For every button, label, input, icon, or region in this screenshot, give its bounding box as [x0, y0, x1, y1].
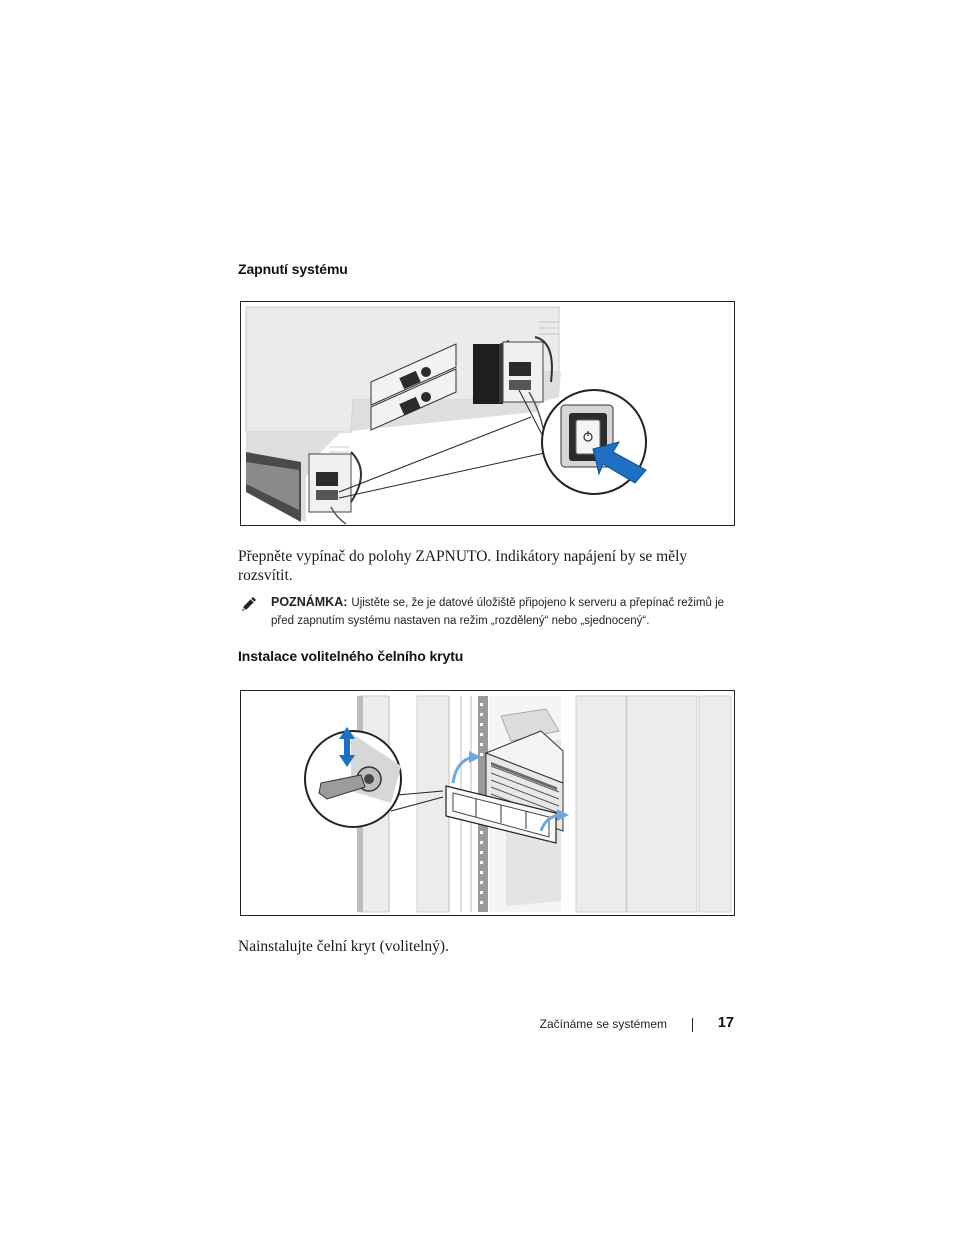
power-on-illustration [241, 302, 735, 526]
page-number: 17 [717, 1015, 734, 1031]
figure-power-on [240, 301, 735, 526]
note-label: POZNÁMKA: [271, 595, 348, 609]
page-footer [238, 1016, 735, 1036]
figure-bezel-install [240, 690, 735, 916]
note-text: Ujistěte se, že je datové úložiště připojeno k serveru a přepínač režimů je před zapnutím systému nastaven na režim „rozdělený“ nebo „sjednocený“. [271, 597, 725, 627]
instruction-bezel: Nainstalujte čelní kryt (volitelný). [238, 938, 449, 955]
section-heading-bezel: Instalace volitelného čelního krytu [238, 648, 464, 664]
bezel-illustration [241, 691, 735, 916]
footer-separator [692, 1018, 693, 1032]
footer-section-title: Začínáme se systémem [539, 1017, 667, 1031]
pencil-note-icon [240, 595, 258, 613]
section-heading-power-on: Zapnutí systému [238, 261, 348, 277]
instruction-power-on: Přepněte vypínač do polohy ZAPNUTO. Indikátory napájení by se měly rozsvítit. [238, 548, 688, 584]
